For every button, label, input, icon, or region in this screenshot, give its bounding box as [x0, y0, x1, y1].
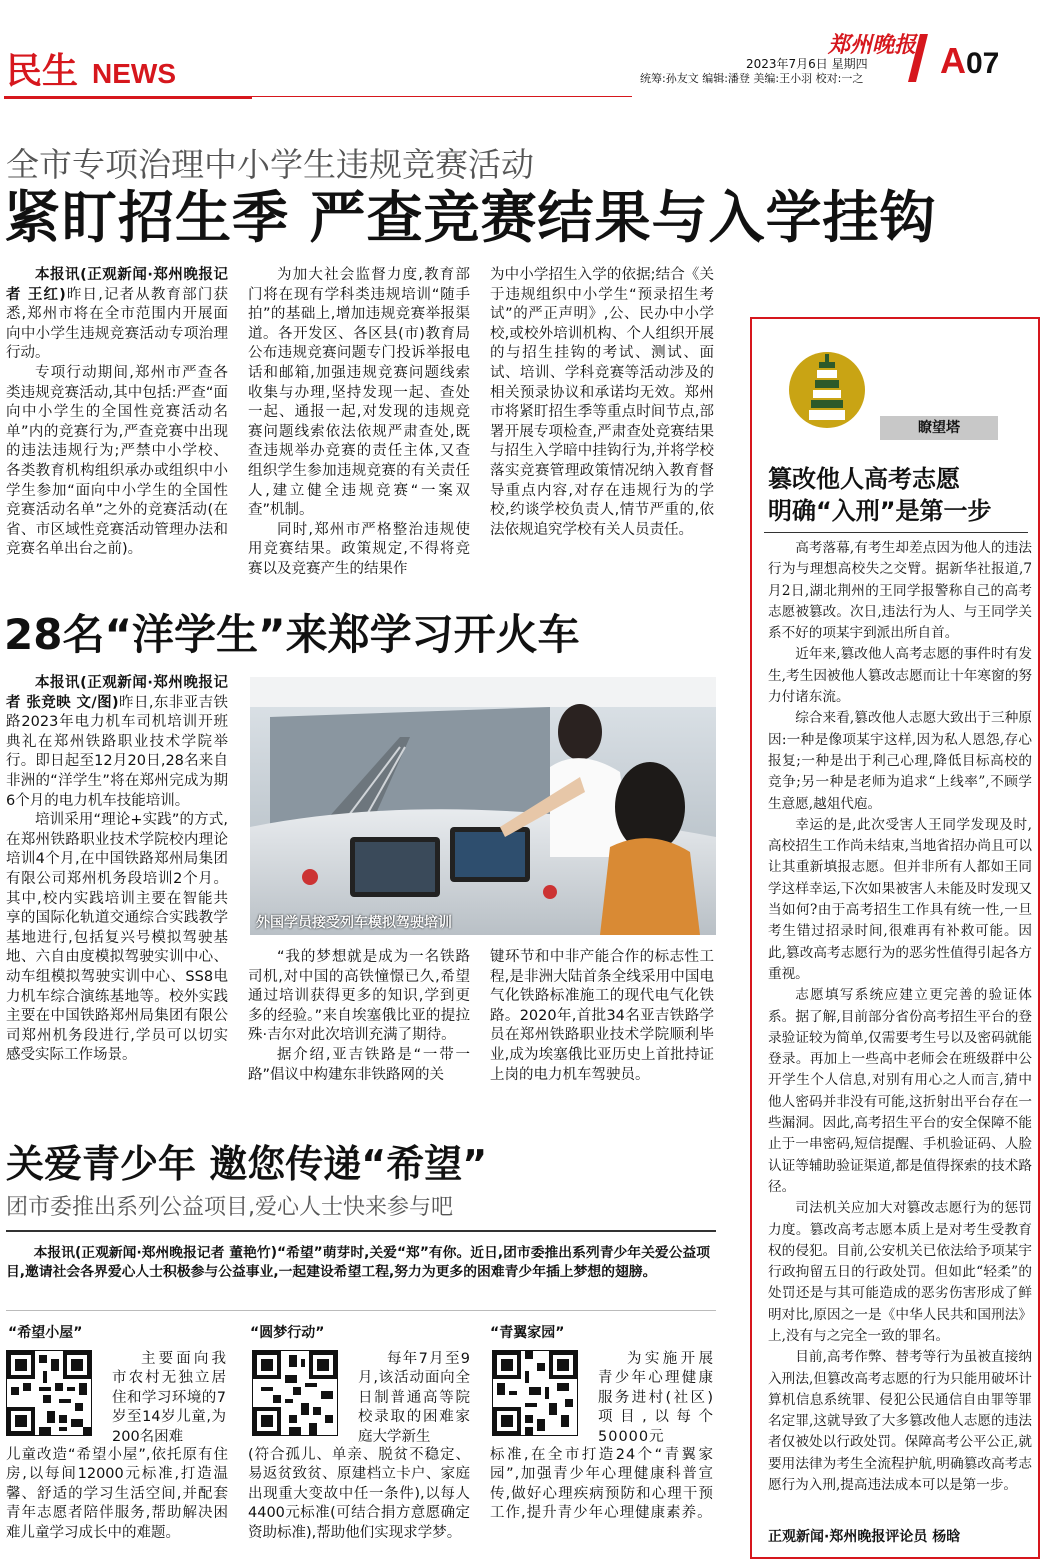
item1-title: “希望小屋” [8, 1325, 83, 1341]
article1-col1 [6, 266, 228, 560]
section-name: 民生 [6, 51, 79, 92]
article1-col2 [248, 266, 470, 580]
train-simulator-photo [250, 677, 716, 935]
photo-illustration [250, 677, 716, 935]
article1-byline: 本报讯(正观新闻·郑州晚报记者 王红) [6, 267, 228, 303]
column-body [768, 538, 1032, 1496]
column-badge: 瞭望塔 [880, 416, 998, 440]
article1-col3 [490, 266, 714, 540]
column-title-line2: 明确“入刑”是第一步 [768, 497, 992, 525]
item3-title: “青翼家园” [490, 1325, 565, 1341]
article3-divider [6, 1310, 716, 1311]
article1-col2-p1: 为加大社会监督力度,教育部门将在现有学科类违规培训“随手拍”的基础上,增加违规竞赛举报渠道。各开发区、各区县(市)教育局公布违规竞赛问题专门投诉举报电话和邮箱,加强违规竞赛问题线索收集与办理,坚持发现一起、查处一起、通报一起,对发现的违规竞赛问题线索依法依规严肃查处,既查违规举办竞赛的责任主体,又查组织学生参加违规竞赛的有关责任人,建立健全违规竞赛“一案双查”机制。 [248, 267, 470, 519]
article2-col2-p2: 据介绍,亚吉铁路是“一带一路”倡议中构建东非铁路网的关 [248, 1046, 470, 1083]
article2-col3 [490, 948, 714, 1085]
article2-col3-p1: 键环节和中非产能合作的标志性工程,是非洲大陆首条全线采用中国电气化铁路标准施工的现代电气化铁路。2020年,首批34名亚吉铁路学员在郑州铁路职业技术学院顺利毕业,成为埃塞俄比亚历史上首批持证上岗的电力机车驾驶员。 [490, 949, 714, 1083]
item3-qr-code [492, 1350, 578, 1436]
page-letter: A [940, 40, 966, 81]
column-title-line1: 篡改他人高考志愿 [768, 465, 960, 493]
column-title-rule [764, 532, 1028, 533]
header-rule [4, 96, 252, 99]
masthead-logo: 郑州晚报 [828, 32, 917, 58]
article1-kicker: 全市专项治理中小学生违规竞赛活动 [6, 145, 534, 184]
article3-title: 关爱青少年 邀您传递“希望” [6, 1142, 488, 1186]
article1-title: 紧盯招生季 严查竞赛结果与入学挂钩 [4, 186, 937, 251]
column-p1: 高考落幕,有考生却差点因为他人的违法行为与理想高校失之交臂。据新华社报道,7月2日,湖北荆州的王同学报警称自己的高考志愿被篡改。次日,违法行为人、与王同学关系不好的项某宇到派出所自首。 [768, 540, 1032, 642]
article1-col3-p1: 为中小学招生入学的依据;结合《关于违规组织中小学生“预录招生考试”的严正声明》,公、民办中小学校,或校外培训机构、个人组织开展的与招生挂钩的考试、测试、面试、培训、学科竞赛等活动涉及的相关预录协议和承诺均无效。郑州市将紧盯招生季等重点时间节点,部署开展专项检查,严肃查处竞赛结果与招生入学暗中挂钩行为,并将学校落实竞赛管理政策情况纳入教育督导重点内容,对存在违规行为的学校,约谈学校负责人,情节严重的,依法依规追究学校有关人员责任。 [490, 267, 714, 538]
article1-col2-p2: 同时,郑州市严格整治违规使用竞赛结果。政策规定,不得将竞赛以及竞赛产生的结果作 [248, 521, 470, 577]
issue-date: 2023年7月6日 星期四 [746, 57, 868, 71]
item3-text-full: 标准,在全市打造24个“青翼家园”,加强青少年心理健康科普宣传,做好心理疾病预防和心理干预工作,提升青少年心理健康素养。 [490, 1447, 714, 1522]
editor-credits: 统筹:孙友文 编辑:潘登 美编:王小羽 校对:一之 [640, 72, 864, 85]
article3-subtitle: 团市委推出系列公益项目,爱心人士快来参与吧 [6, 1195, 453, 1220]
article2-col1-p1: 昨日,东非亚吉铁路2023年电力机车司机培训开班典礼在郑州铁路职业技术学院举行。即日起至12月20日,28名来自非洲的“洋学生”将在郑州完成为期6个月的电力机车技能培训。 [6, 694, 228, 809]
column-p5: 志愿填写系统应建立更完善的验证体系。据了解,目前部分省份高考招生平台的登录验证较为简单,仅需要考生号以及密码就能登录。再加上一些高中老师会在班级群中公开学生个人信息,对别有用心之人而言,猜中他人密码并非没有可能,这折射出平台存在一些漏洞。因此,高考招生平台的安全保障不能止于一串密码,短信提醒、手机验证码、人脸认证等辅助验证渠道,都是值得探索的技术路径。 [768, 987, 1032, 1195]
article3-rule [6, 1230, 716, 1232]
page-number [940, 40, 999, 82]
item1-qr-code [6, 1350, 92, 1436]
article2-col1 [6, 674, 228, 1066]
item1-text-side: 主要面向我市农村无独立居住和学习环境的7岁至14岁儿童,为200名困难 [112, 1351, 226, 1445]
column-p7: 目前,高考作弊、替考等行为虽被直接纳入刑法,但篡改高考志愿的行为只能用破坏计算机信息系统罪、侵犯公民通信自由罪等罪名定罪,这就导致了大多篡改他人志愿的违法者仅被处以行政处罚。保障高考公平公正,就要用法律为考生全流程护航,明确篡改高考志愿行为入刑,提高违法成本可以是第一步。 [768, 1349, 1032, 1494]
section-en-label: NEWS [92, 58, 176, 89]
article2-col2-p1: “我的梦想就是成为一名铁路司机,对中国的高铁憧憬已久,希望通过培训获得更多的知识,学到更多的经验。”来自埃塞俄比亚的提拉殊·吉尔对此次培训充满了期待。 [248, 949, 470, 1044]
tower-icon [789, 352, 865, 428]
article2-col1-p2: 培训采用“理论+实践”的方式,在郑州铁路职业技术学院校内理论培训4个月,在中国铁路郑州局集团有限公司郑州机务段培训2个月。其中,校内实践培训主要在智能共享的国际化轨道交通综合实践教学基地进行,包括复兴号模拟驾驶基地、六自由度模拟驾驶实训中心、动车组模拟驾驶实训中心、SS8电力机车综合演练基地等。校外实践主要在中国铁路郑州局集团有限公司郑州机务段进行,学员可以切实感受实际工作场景。 [6, 812, 228, 1064]
article2-col2 [248, 948, 470, 1085]
article2-title: 28名“洋学生”来郑学习开火车 [4, 610, 580, 659]
column-p4: 幸运的是,此次受害人王同学发现及时,高校招生工作尚未结束,当地省招办尚且可以让其重新填报志愿。但并非所有人都如王同学这样幸运,下次如果被害人未能及时发现又当如何?由于高考招生工作具有统一性,一旦考生错过招录时间,很难再有补救可能。因此,篡改高考志愿行为的恶劣性值得引起各方重视。 [768, 816, 1032, 982]
article2-byline: 本报讯(正观新闻·郑州晚报记者 张竞映 文/图) [6, 675, 228, 711]
item2-title: “圆梦行动” [250, 1325, 325, 1341]
column-p2: 近年来,篡改他人高考志愿的事件时有发生,考生因被他人篡改志愿而让十年寒窗的努力付诸东流。 [768, 646, 1032, 706]
column-signature: 正观新闻·郑州晚报评论员 杨晗 [768, 1529, 961, 1545]
column-p3: 综合来看,篡改他人志愿大致出于三种原因:一种是像项某宇这样,因为私人恩怨,存心报复;一种是出于利己心理,降低目标高校的竞争;另一种是老师为追求“上线率”,不顾学生意愿,越俎代庖。 [768, 710, 1032, 812]
item2-text-side: 每年7月至9月,该活动面向全日制普通高等院校录取的困难家庭大学新生 [358, 1351, 470, 1445]
item1-text-full: 儿童改造“希望小屋”,依托原有住房,以每间12000元标准,打造温馨、舒适的学习生活空间,并配套青年志愿者陪伴服务,帮助解决困难儿童学习成长中的难题。 [6, 1447, 228, 1541]
header-rule-thin [252, 96, 632, 97]
article1-col1-p2: 专项行动期间,郑州市严查各类违规竞赛活动,其中包括:严查“面向中小学生的全国性竞赛活动名单”内的竞赛行为,严查竞赛中出现的违法违规行为;严禁中小学校、各类教育机构组织承办或组织中小学生参加“面向中小学生的全国性竞赛活动名单”之外的竞赛活动(在省、市区域性竞赛活动管理办法和竞赛名单出台之前)。 [6, 364, 228, 558]
article3-lead: 本报讯(正观新闻·郑州晚报记者 董艳竹)“希望”萌芽时,关爱“郑”有你。近日,团市委推出系列青少年关爱公益项目,邀请社会各界爱心人士积极参与公益事业,一起建设希望工程,努力为更多的困难青少年插上梦想的翅膀。 [6, 1245, 711, 1280]
item2-text-full: (符合孤儿、单亲、脱贫不稳定、易返贫致贫、原建档立卡户、家庭出现重大变故中任一条件),以每人4400元标准(可结合捐方意愿确定资助标准),帮助他们实现求学梦。 [248, 1447, 470, 1541]
article1-col1-p1: 昨日,记者从教育部门获悉,郑州市将在全市范围内开展面向中小学生违规竞赛活动专项治理行动。 [6, 286, 228, 362]
photo-caption: 外国学员接受列车模拟驾驶培训 [256, 915, 452, 931]
item2-qr-code [252, 1350, 338, 1436]
item3-text-side: 为实施开展青少年心理健康服务进村(社区)项目,以每个50000元 [598, 1351, 714, 1445]
column-p6: 司法机关应加大对篡改志愿行为的惩罚力度。篡改高考志愿本质上是对考生受教育权的侵犯。目前,公安机关已依法给予项某宇行政拘留五日的行政处罚。但如此“轻柔”的处罚还是与其可能造成的恶劣伤害形成了鲜明对比,原因之一是《中华人民共和国刑法》上,没有与之完全一致的罪名。 [768, 1200, 1032, 1344]
tower-logo [789, 352, 865, 428]
page-digits: 07 [966, 47, 1000, 80]
